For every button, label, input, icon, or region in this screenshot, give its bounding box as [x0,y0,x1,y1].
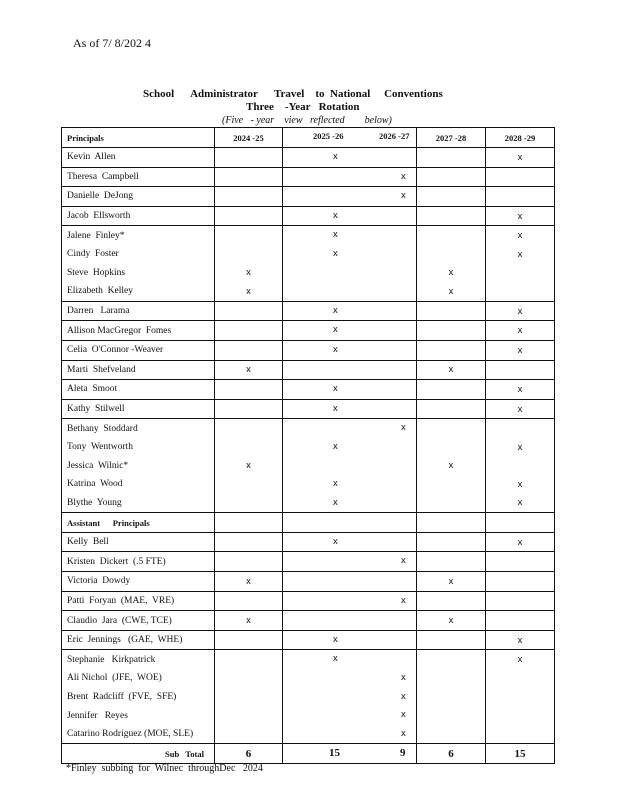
mark-2027-28 [417,399,486,419]
header-year-2025: 2025 -26 [313,131,344,141]
person-name: Jacob Ellsworth [62,206,215,226]
as-of-date: As of 7/ 8/202 4 [73,36,151,50]
mark-2028-29: x [486,438,555,457]
mark-2026-27: x [401,190,406,202]
mark-2028-29: x [486,399,555,419]
marks-2025-27 [283,380,417,400]
mark-2025-26: x [333,402,338,414]
mark-2024-25 [215,380,283,400]
person-name: Tony Wentworth [62,438,215,457]
mark-2024-25: x [215,282,283,301]
mark-2024-25 [215,630,283,650]
principal-row [62,282,555,301]
mark-2024-25 [215,706,283,725]
principal-row [62,226,555,245]
mark-2028-29 [486,457,555,476]
person-name: Jennifer Reyes [62,706,215,725]
mark-2028-29: x [486,650,555,669]
mark-2024-25 [215,187,283,207]
header-year-2028: 2028 -29 [486,128,555,148]
header-year-2025-2026 [283,128,417,148]
person-name: Catarino Rodriguez (MOE, SLE) [62,725,215,744]
header-principals: Principals [62,128,215,148]
mark-2025-26: x [333,229,338,241]
mark-2027-28 [417,552,486,572]
person-name: Patti Foryan (MAE, VRE) [62,591,215,611]
mark-2028-29 [486,688,555,707]
empty-cell [215,513,283,533]
mark-2024-25 [215,532,283,552]
assistant-row [62,591,555,611]
mark-2027-28: x [417,360,486,380]
assistant-row [62,630,555,650]
mark-2028-29 [486,360,555,380]
assistant-row [62,611,555,631]
person-name: Ali Nichol (JFE, WOE) [62,669,215,688]
mark-2028-29: x [486,532,555,552]
marks-2025-27 [283,725,417,744]
mark-2025-26: x [333,653,338,665]
person-name: Marti Shefveland [62,360,215,380]
person-name: Elizabeth Kelley [62,282,215,301]
mark-2027-28 [417,532,486,552]
assistant-row [62,725,555,744]
subtotal-row [62,744,555,764]
mark-2025-26: x [333,343,338,355]
assistant-row [62,572,555,592]
mark-2028-29: x [486,245,555,264]
mark-2028-29: x [486,301,555,321]
mark-2028-29 [486,419,555,438]
person-name: Danielle DeJong [62,187,215,207]
mark-2024-25 [215,167,283,187]
assistant-row [62,669,555,688]
marks-2025-27 [283,245,417,264]
marks-2025-27 [283,591,417,611]
mark-2026-27: x [401,672,406,684]
mark-2027-28 [417,301,486,321]
person-name: Allison MacGregor Fomes [62,321,215,341]
mark-2028-29 [486,725,555,744]
principal-row [62,148,555,168]
person-name: Kevin Allen [62,148,215,168]
person-name: Jessica Wilnic* [62,457,215,476]
person-name: Kristen Dickert (.5 FTE) [62,552,215,572]
assistant-principals-heading: Assistant Principals [62,513,215,533]
mark-2027-28 [417,321,486,341]
mark-2028-29: x [486,206,555,226]
mark-2028-29 [486,572,555,592]
marks-2025-27 [283,688,417,707]
mark-2024-25 [215,725,283,744]
mark-2028-29 [486,591,555,611]
mark-2027-28 [417,187,486,207]
title-line-3: (Five - year view reflected below) [222,115,392,126]
marks-2025-27 [283,457,417,476]
mark-2026-27: x [401,170,406,182]
mark-2024-25 [215,245,283,264]
mark-2027-28 [417,688,486,707]
mark-2028-29 [486,187,555,207]
mark-2027-28 [417,650,486,669]
mark-2026-27: x [401,690,406,702]
mark-2028-29 [486,264,555,283]
marks-2025-27 [283,552,417,572]
marks-2025-27 [283,206,417,226]
principal-row [62,438,555,457]
principal-row [62,399,555,419]
principal-row [62,380,555,400]
mark-2028-29 [486,669,555,688]
subtotal-label: Sub Total [62,744,215,764]
principal-row [62,340,555,360]
mark-2025-26: x [333,151,338,162]
person-name: Eric Jennings (GAE, WHE) [62,630,215,650]
marks-2025-27 [283,167,417,187]
subtotal-2028-29: 15 [486,744,555,764]
marks-2025-27 [283,630,417,650]
mark-2028-29: x [486,380,555,400]
marks-2025-27 [283,494,417,513]
header-row [62,128,555,148]
mark-2027-28 [417,340,486,360]
mark-2025-26: x [333,535,338,547]
mark-2027-28 [417,148,486,168]
marks-2025-27 [283,148,417,168]
mark-2025-26: x [333,440,338,452]
marks-2025-27 [283,399,417,419]
mark-2027-28 [417,167,486,187]
assistant-row [62,552,555,572]
subtotal-2026-27: 9 [400,747,406,760]
marks-2025-27 [283,572,417,592]
mark-2024-25 [215,321,283,341]
mark-2027-28 [417,226,486,245]
header-year-2024: 2024 -25 [215,128,283,148]
marks-2025-27 [283,226,417,245]
mark-2026-27: x [401,555,406,567]
mark-2024-25: x [215,572,283,592]
mark-2027-28 [417,419,486,438]
mark-2027-28 [417,438,486,457]
assistant-row [62,532,555,552]
marks-2025-27 [283,282,417,301]
mark-2024-25 [215,591,283,611]
person-name: Katrina Wood [62,475,215,494]
mark-2027-28: x [417,572,486,592]
mark-2024-25 [215,494,283,513]
mark-2027-28 [417,630,486,650]
marks-2025-27 [283,611,417,631]
mark-2024-25 [215,688,283,707]
principal-row [62,475,555,494]
person-name: Darren Larama [62,301,215,321]
mark-2028-29: x [486,630,555,650]
mark-2024-25 [215,340,283,360]
marks-2025-27 [283,264,417,283]
mark-2024-25 [215,475,283,494]
mark-2028-29: x [486,148,555,168]
mark-2024-25 [215,148,283,168]
mark-2028-29: x [486,321,555,341]
header-year-2027: 2027 -28 [417,128,486,148]
person-name: Bethany Stoddard [62,419,215,438]
principal-row [62,245,555,264]
header-year-2026: 2026 -27 [379,131,410,141]
empty-cell [283,513,417,533]
principal-row [62,494,555,513]
mark-2025-26: x [333,496,338,508]
mark-2028-29: x [486,340,555,360]
mark-2024-25: x [215,264,283,283]
mark-2025-26: x [333,209,338,221]
mark-2027-28 [417,245,486,264]
mark-2028-29 [486,611,555,631]
mark-2024-25 [215,206,283,226]
person-name: Claudio Jara (CWE, TCE) [62,611,215,631]
mark-2028-29: x [486,494,555,513]
mark-2025-26: x [333,633,338,645]
mark-2025-26: x [333,478,338,490]
person-name: Aleta Smoot [62,380,215,400]
marks-2025-27 [283,340,417,360]
mark-2026-27: x [401,709,406,721]
mark-2027-28: x [417,457,486,476]
principal-row [62,321,555,341]
assistant-row [62,706,555,725]
marks-2025-27 [283,321,417,341]
mark-2024-25 [215,301,283,321]
subtotal-2025-27 [283,744,417,764]
mark-2024-25: x [215,360,283,380]
person-name: Cindy Foster [62,245,215,264]
mark-2024-25 [215,552,283,572]
marks-2025-27 [283,419,417,438]
mark-2024-25 [215,419,283,438]
mark-2025-26: x [333,324,338,336]
assistant-row [62,688,555,707]
person-name: Blythe Young [62,494,215,513]
marks-2025-27 [283,669,417,688]
mark-2028-29 [486,706,555,725]
mark-2025-26: x [333,247,338,259]
mark-2027-28: x [417,282,486,301]
mark-2024-25 [215,669,283,688]
mark-2024-25 [215,438,283,457]
rotation-table [61,127,555,764]
mark-2024-25 [215,650,283,669]
person-name: Theresa Campbell [62,167,215,187]
mark-2027-28 [417,706,486,725]
marks-2025-27 [283,475,417,494]
footnote: *Finley subbing for Wilnec throughDec 2024 [66,763,263,774]
principal-row [62,187,555,207]
marks-2025-27 [283,438,417,457]
assistant-principals-header-row [62,513,555,533]
empty-cell [417,513,486,533]
principal-row [62,457,555,476]
person-name: Jalene Finley* [62,226,215,245]
mark-2024-25 [215,226,283,245]
mark-2025-26: x [333,304,338,316]
marks-2025-27 [283,650,417,669]
mark-2027-28 [417,725,486,744]
marks-2025-27 [283,301,417,321]
mark-2028-29 [486,552,555,572]
assistant-row [62,650,555,669]
person-name: Victoria Dowdy [62,572,215,592]
mark-2028-29: x [486,226,555,245]
mark-2027-28 [417,206,486,226]
mark-2027-28 [417,669,486,688]
mark-2026-27: x [401,727,406,739]
mark-2027-28: x [417,264,486,283]
mark-2027-28 [417,475,486,494]
marks-2025-27 [283,187,417,207]
mark-2025-26: x [333,383,338,395]
mark-2024-25: x [215,611,283,631]
marks-2025-27 [283,360,417,380]
mark-2028-29 [486,167,555,187]
principal-row [62,167,555,187]
mark-2026-27: x [401,422,406,434]
mark-2028-29 [486,282,555,301]
subtotal-2025-26: 15 [329,747,340,760]
mark-2026-27: x [401,594,406,606]
person-name: Celia O'Connor -Weaver [62,340,215,360]
mark-2027-28: x [417,611,486,631]
mark-2028-29: x [486,475,555,494]
person-name: Steve Hopkins [62,264,215,283]
subtotal-2027-28: 6 [417,744,486,764]
mark-2027-28 [417,380,486,400]
person-name: Brent Radcliff (FVE, SFE) [62,688,215,707]
mark-2024-25 [215,399,283,419]
principal-row [62,360,555,380]
person-name: Stephanie Kirkpatrick [62,650,215,669]
person-name: Kathy Stilwell [62,399,215,419]
principal-row [62,419,555,438]
marks-2025-27 [283,706,417,725]
mark-2027-28 [417,591,486,611]
principal-row [62,301,555,321]
mark-2027-28 [417,494,486,513]
title-line-2: Three -Year Rotation [246,101,360,113]
empty-cell [486,513,555,533]
principal-row [62,206,555,226]
person-name: Kelly Bell [62,532,215,552]
mark-2024-25: x [215,457,283,476]
marks-2025-27 [283,532,417,552]
title-line-1: School Administrator Travel to National Conventions [143,88,443,100]
principal-row [62,264,555,283]
subtotal-2024-25: 6 [215,744,283,764]
